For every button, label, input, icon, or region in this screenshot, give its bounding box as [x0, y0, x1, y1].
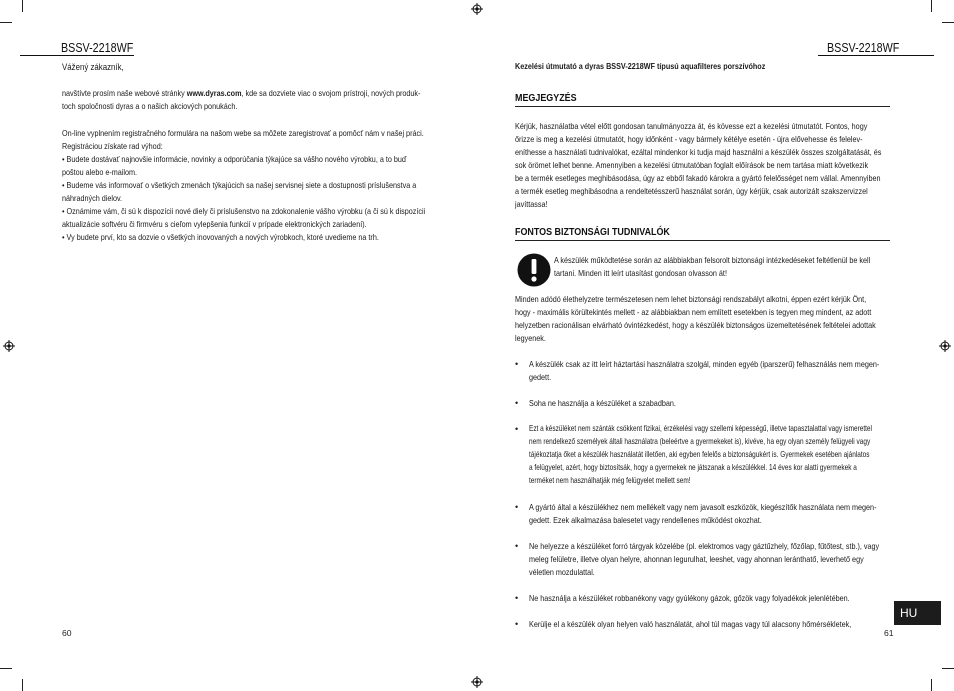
greeting: Vážený zákazník, — [62, 61, 124, 72]
note-line: a termék esetleg meghibásodna a rendeltetésszerű használat során, úgy kérjük, csak autorizált szakszervizzel — [515, 186, 868, 196]
bullet-line: Kerülje el a készülék olyan helyen való használatát, ahol túl magas vagy túl alacsony hőmérsékletek, — [529, 619, 852, 629]
document-title: Kezelési útmutató a dyras BSSV-2218WF típusú aquafilteres porszívóhoz — [515, 61, 766, 71]
safety-heading: FONTOS BIZTONSÁGI TUDNIVALÓK — [515, 227, 670, 238]
note-line: Kérjük, használatba vétel előtt gondosan tanulmányozza át, és kövesse ezt a kezelési útmutatót. Fontos, hogy — [515, 121, 868, 131]
bullet-line: Ezt a készüléket nem szánták csökkent fizikai, érzékelési vagy szellemi képességű, illetve tapasztalattal vagy ismerettel — [529, 424, 872, 433]
registration-mark-icon — [471, 3, 483, 15]
note-line: javíttassa! — [515, 199, 548, 209]
bullet-line: meleg felületre, illetve olyan helyre, ahonnan legurulhat, leeshet, vagy ahonnan leránthatő, leverhető egy — [529, 554, 864, 564]
registration-mark-icon — [939, 340, 951, 352]
paragraph-line: • Vy budete prví, kto sa dozvie o všetkých inovovaných a nových výrobkoch, ktoré uvedieme na trh. — [62, 232, 379, 242]
crop-mark — [22, 0, 23, 12]
intro-line: legyenek. — [515, 333, 546, 343]
bullet-line: gedett. — [529, 372, 552, 382]
paragraph-line: aktualizácie softvéru či firmvéru s cieľom vylepšenia funkcií v prípade elektronických zariadení). — [62, 219, 367, 229]
page-number-right: 61 — [884, 628, 894, 638]
crop-mark — [0, 668, 12, 669]
bullet-dot: • — [515, 619, 519, 629]
bullet-line: Ne használja a készüléket robbanékony vagy gyúlékony gázok, gőzök vagy folyadékok jelenlétében. — [529, 593, 850, 603]
registration-mark-icon — [3, 340, 15, 352]
safety-heading-rule — [515, 240, 890, 241]
bullet-dot: • — [515, 359, 519, 369]
note-heading: MEGJEGYZÉS — [515, 93, 577, 104]
language-tab: HU — [894, 601, 941, 625]
bullet-dot: • — [515, 593, 519, 603]
note-heading-rule — [515, 106, 890, 107]
crop-mark — [942, 668, 954, 669]
warning-line: A készülék működtetése során az alábbiakban felsorolt biztonsági intézkedéseket feltétlenül be kell — [554, 255, 871, 265]
bullet-line: tájékoztatja őket a készülék használatát illetően, aki egyben felelős a biztonságukért is. Gyermekek esetében ajánlatos — [529, 450, 870, 459]
header-rule-right — [818, 55, 934, 56]
intro-line: Minden adódó élethelyzetre természetesen nem lehet biztonsági rendszabályt alkotni, éppen ezért kérjük Önt, — [515, 294, 867, 304]
paragraph-line: toch spoločnosti dyras a o našich akciových ponukách. — [62, 101, 238, 111]
header-rule-left — [20, 55, 134, 56]
paragraph-line: Registráciou získate rad výhod: — [62, 141, 163, 151]
model-name-right: BSSV-2218WF — [827, 41, 900, 55]
paragraph-line: poštou alebo e-mailom. — [62, 167, 138, 177]
registration-mark-icon — [471, 676, 483, 688]
warning-line: tartani. Minden itt leírt utasítást gondosan olvasson át! — [554, 268, 727, 278]
bullet-line: véletlen mozdulattal. — [529, 567, 595, 577]
paragraph-line: • Budete dostávať najnovšie informácie, novinky a odporúčania týkajúce sa vášho nového výrobku, a to buď — [62, 154, 407, 164]
note-line: eníthesse a használati tudnivalókat, ezáltal mindenkor ki tudja majd használni a készülék összes szolgáltatását, és — [515, 147, 882, 157]
bullet-line: nem rendelkező személyek általi használatra (beleértve a gyermekeket is), kivéve, ha egy olyan személy felügyeli vagy — [529, 437, 871, 446]
note-line: be a termék esetleges meghibásodása, úgy az ebből fakadó károkra a gyártó felelősséget nem vállal. Amennyiben — [515, 173, 881, 183]
exclamation-circle-icon — [517, 253, 551, 287]
bullet-line: Soha ne használja a készüléket a szabadban. — [529, 398, 676, 408]
bullet-line: a felügyelet, azért, hogy biztosítsák, hogy a gyermekek ne játszanak a készülékkel. 14 éves kor alatti gyermekek a — [529, 463, 857, 472]
page-number-left: 60 — [62, 628, 72, 638]
note-line: sok örömet lelhet benne. Amennyiben a kezelési útmutatóban foglalt előírások be nem tartása miatt következik — [515, 160, 869, 170]
crop-mark — [22, 679, 23, 691]
intro-line: helyzetben racionálisan elvárható óvintézkedést, hogy a készülék biztonságos üzemeltetésének feltételei adottak — [515, 320, 876, 330]
crop-mark — [942, 22, 954, 23]
paragraph-line: On-line vyplnením registračného formulára na našom webe sa môžete zaregistrovať a pomôcť nám v našej práci. — [62, 128, 424, 138]
bullet-dot: • — [515, 424, 519, 434]
bullet-line: terméket nem használhatják még felügyelet mellett sem! — [529, 476, 691, 485]
paragraph-line: navštívte prosím naše webové stránky www.dyras.com, kde sa dozviete viac o svojom prístroji, nových produk- — [62, 88, 421, 98]
paragraph-line: náhradných dielov. — [62, 193, 123, 203]
bullet-dot: • — [515, 398, 519, 408]
bullet-dot: • — [515, 502, 519, 512]
note-line: őrizze is meg a kezelési útmutatót, hogy időnként - vagy bármely kétélye esetén - újra elővehesse és felelev- — [515, 134, 863, 144]
bullet-line: A gyártó által a készülékhez nem mellékelt vagy nem javasolt eszközök, kiegészítők használata nem megen- — [529, 502, 877, 512]
bullet-line: Ne helyezze a készüléket forró tárgyak közelébe (pl. elektromos vagy gáztűzhely, főzőlap, fűtőtest, stb.), vagy — [529, 541, 880, 551]
bullet-dot: • — [515, 541, 519, 551]
paragraph-line: • Oznámime vám, či sú k dispozícii nové diely či príslušenstvo na zdokonalenie vášho výrobku (a či sú k dispozícii — [62, 206, 426, 216]
crop-mark — [931, 0, 932, 12]
paragraph-line: • Budeme vás informovať o všetkých zmenách týkajúcich sa našej servisnej siete a dostupnosti príslušenstva a — [62, 180, 417, 190]
crop-mark — [0, 22, 12, 23]
crop-mark — [931, 679, 932, 691]
intro-line: hogy - maximális körültekintés mellett - az alábbiakban nem említett esetekben is tegyen meg mindent, az adott — [515, 307, 872, 317]
model-name-left: BSSV-2218WF — [61, 41, 134, 55]
bullet-line: A készülék csak az itt leírt háztartási használatra szolgál, minden egyéb (iparszerű) felhasználás nem megen- — [529, 359, 880, 369]
bullet-line: gedett. Ezek alkalmazása balesetet vagy rendellenes működést okozhat. — [529, 515, 762, 525]
